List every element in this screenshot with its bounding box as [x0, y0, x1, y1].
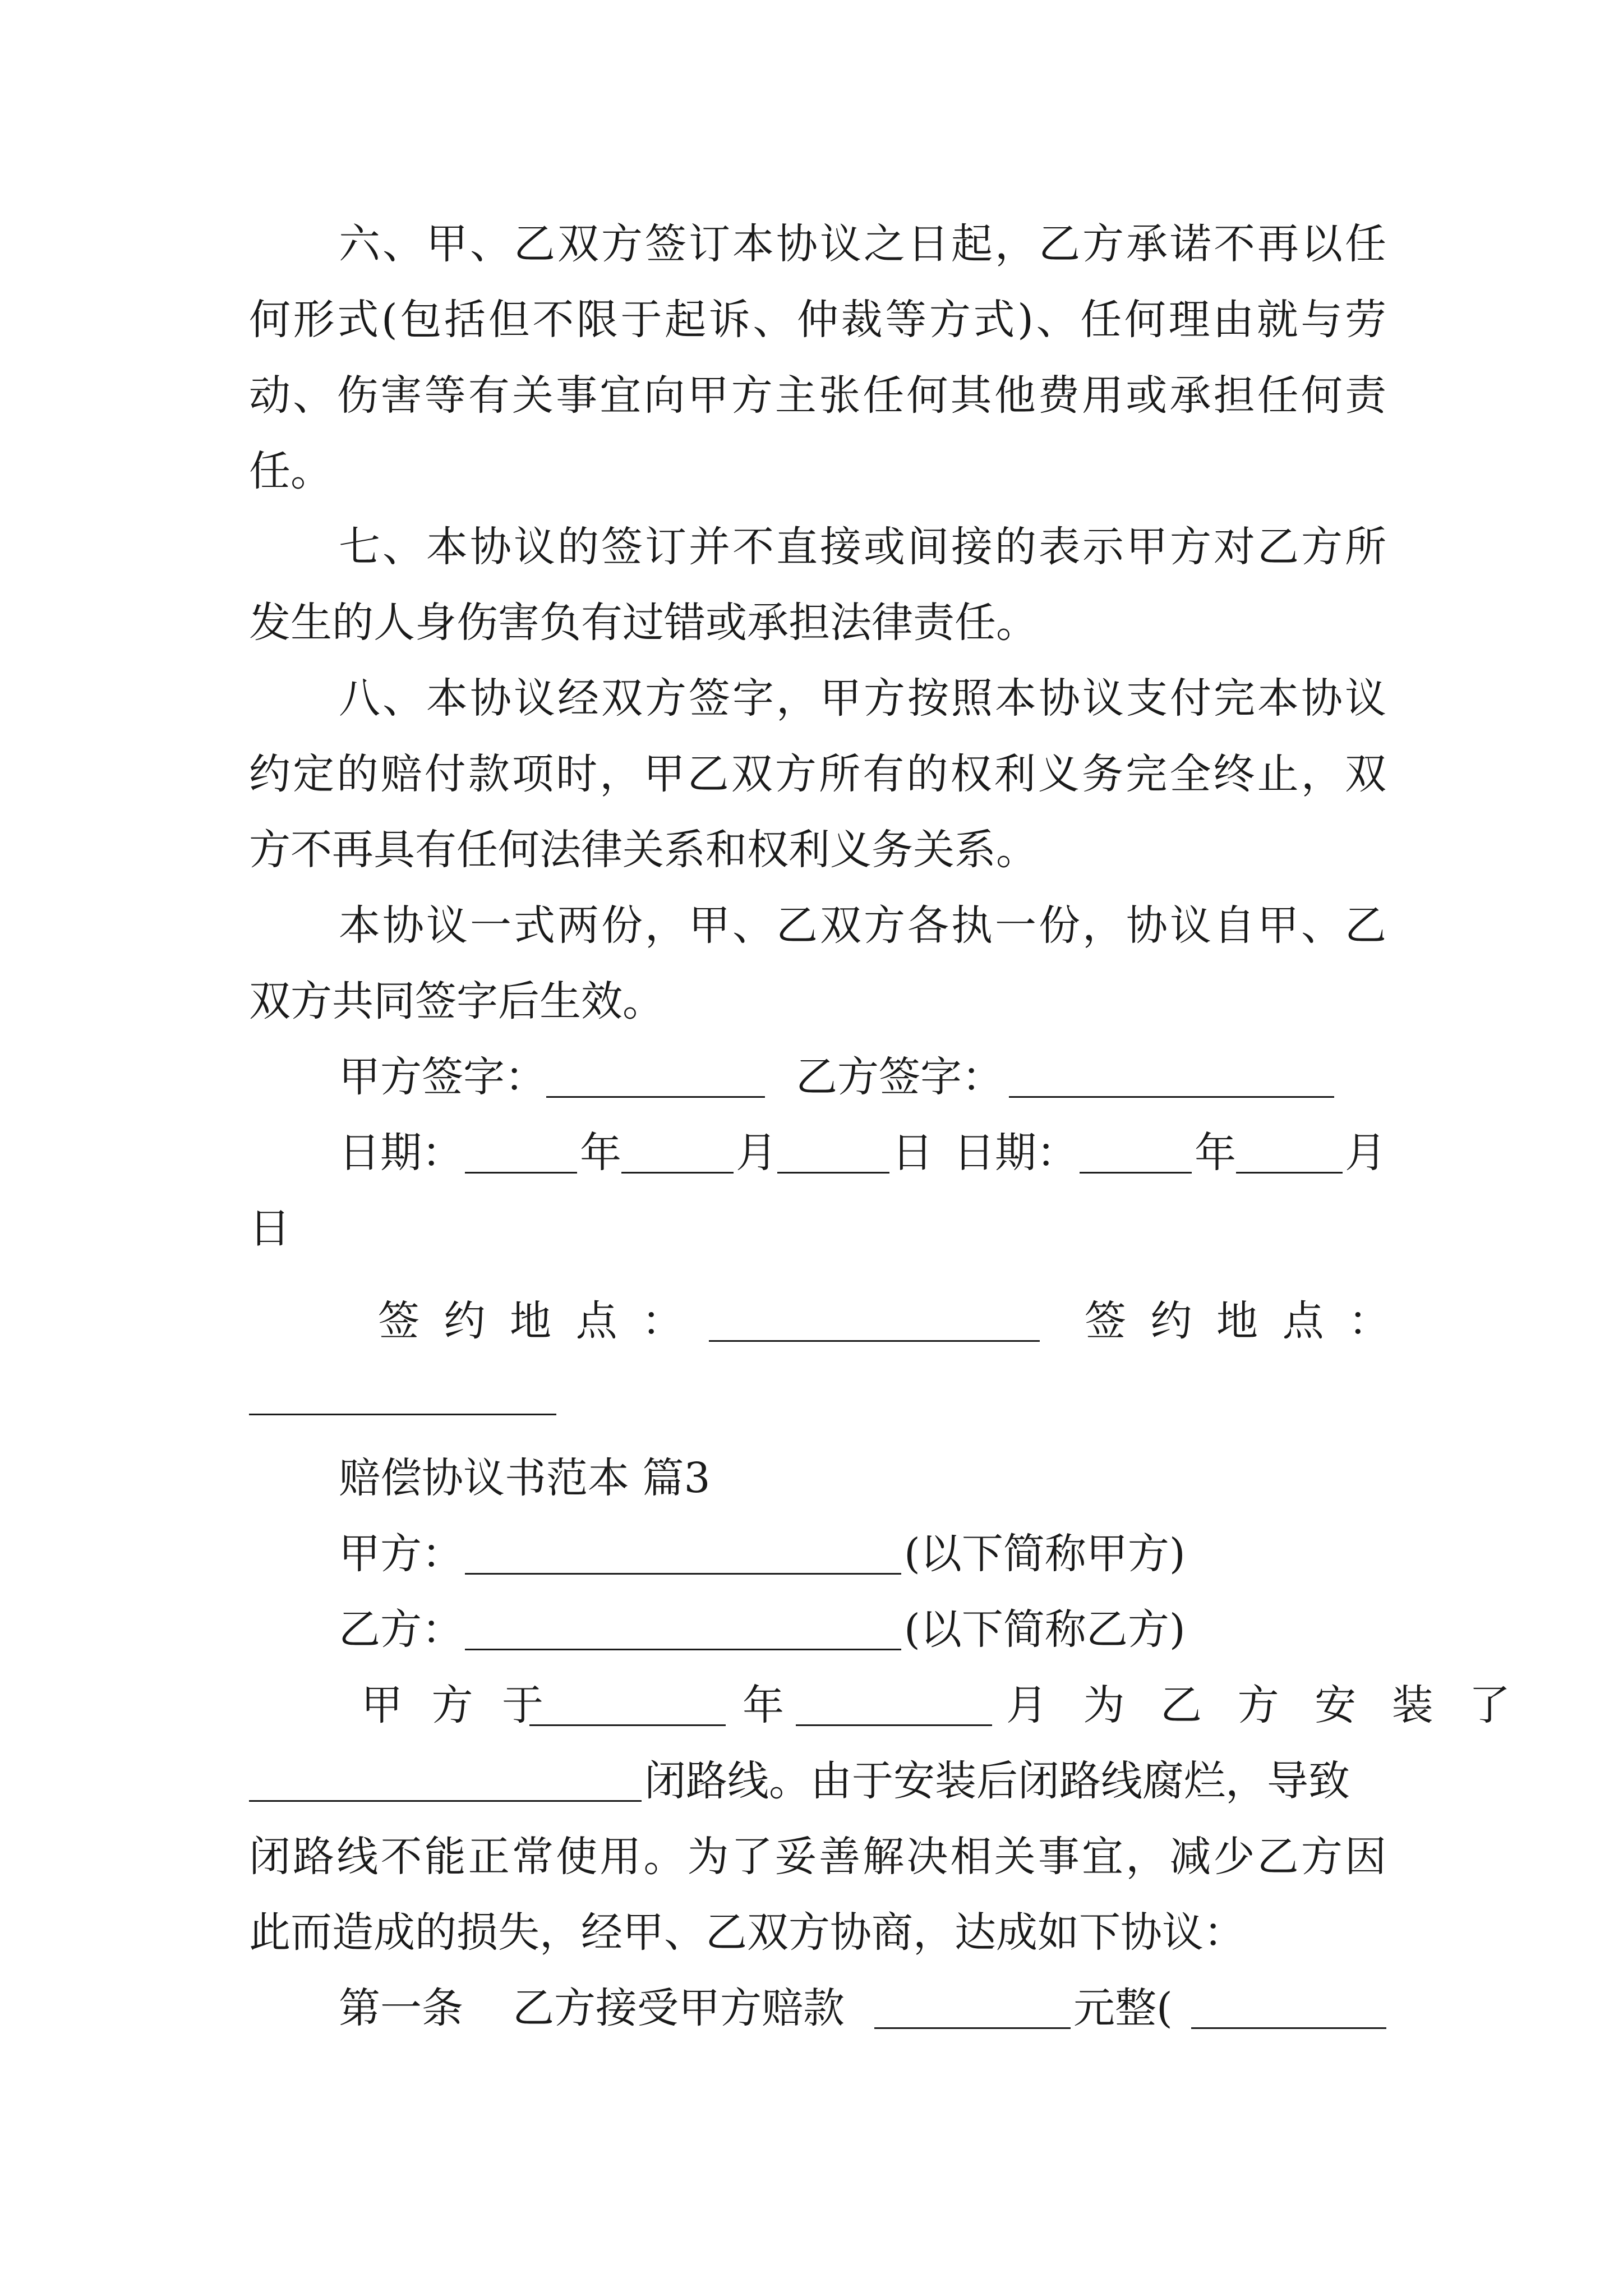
- section-3-paragraph-line-2: 闭路线不能正常使用。为了妥善解决相关事宜，减少乙方因: [249, 1833, 1386, 1881]
- party-a-name-blank[interactable]: [465, 1573, 901, 1575]
- article-1-unit: 元整(: [1073, 1984, 1173, 2032]
- installation-text-3: 闭路线。由于安装后闭路线腐烂，导致: [644, 1757, 1350, 1805]
- party-b-month-blank[interactable]: [1236, 1172, 1343, 1174]
- party-b-day-unit: 日: [249, 1204, 291, 1253]
- clause-6-line-2: 何形式(包括但不限于起诉、仲裁等方式)、任何理由就与劳: [249, 296, 1386, 344]
- installation-text-2: 月 为 乙 方 安 装 了: [1006, 1681, 1522, 1729]
- clause-6-line-3: 动、伤害等有关事宜向甲方主张任何其他费用或承担任何责: [249, 371, 1386, 420]
- party-a-label: 甲方：: [339, 1530, 463, 1578]
- party-b-place-label: 签 约 地 点 ：: [1085, 1297, 1396, 1345]
- party-b-signature-label: 乙方签字：: [796, 1053, 1003, 1101]
- signing-place-row: [249, 1287, 1396, 1355]
- installation-year-blank[interactable]: [529, 1724, 726, 1726]
- clause-7-line-1: 七、本协议的签订并不直接或间接的表示甲方对乙方所: [339, 523, 1386, 571]
- section-3-paragraph-line-3: 此而造成的损失，经甲、乙双方协商，达成如下协议：: [249, 1908, 1245, 1957]
- party-a-month-unit: 月: [736, 1129, 777, 1177]
- installation-year-unit: 年: [743, 1681, 784, 1729]
- article-1-row: [249, 1975, 1386, 2042]
- document-page: [249, 0, 1522, 2296]
- party-b-row: [249, 1596, 1386, 1663]
- party-a-date-label: 日期：: [339, 1129, 463, 1177]
- copies-line-1: 本协议一式两份，甲、乙双方各执一份，协议自甲、乙: [339, 901, 1386, 950]
- party-a-month-blank[interactable]: [621, 1172, 734, 1174]
- clause-8-line-3: 方不再具有任何法律关系和权利义务关系。: [249, 826, 1038, 874]
- party-b-place-blank[interactable]: [249, 1414, 556, 1415]
- party-a-day-unit: 日: [892, 1129, 933, 1177]
- party-a-year-unit: 年: [580, 1129, 621, 1177]
- party-b-label: 乙方：: [339, 1605, 463, 1654]
- installation-item-blank[interactable]: [249, 1800, 642, 1802]
- installation-row: [249, 1672, 1522, 1739]
- party-a-row: [249, 1520, 1386, 1588]
- party-b-name-blank[interactable]: [465, 1649, 901, 1650]
- article-1-amount-blank[interactable]: [874, 2027, 1071, 2029]
- clause-8-line-2: 约定的赔付款项时，甲乙双方所有的权利义务完全终止，双: [249, 750, 1386, 798]
- party-b-year-blank[interactable]: [1080, 1172, 1192, 1174]
- article-1-text: 乙方接受甲方赔款: [513, 1984, 845, 2032]
- installation-text-1: 甲 方 于: [361, 1681, 552, 1729]
- party-b-note: (以下简称乙方): [904, 1605, 1186, 1654]
- clause-6-line-1: 六、甲、乙双方签订本协议之日起，乙方承诺不再以任: [339, 220, 1386, 268]
- party-b-month-unit: 月: [1345, 1129, 1386, 1177]
- party-a-place-label: 签 约 地 点 ：: [378, 1297, 689, 1345]
- party-b-signature-blank[interactable]: [1009, 1096, 1334, 1098]
- party-b-year-unit: 年: [1195, 1129, 1236, 1177]
- clause-6-line-4: 任。: [249, 447, 332, 495]
- party-a-signature-label: 甲方签字：: [339, 1053, 546, 1101]
- installation-row-2: [249, 1747, 1386, 1815]
- party-a-signature-blank[interactable]: [546, 1096, 765, 1098]
- installation-month-blank[interactable]: [796, 1724, 992, 1726]
- party-b-date-label: 日期：: [953, 1129, 1078, 1177]
- signature-row: [249, 1043, 1386, 1111]
- article-1-amount-words-blank[interactable]: [1191, 2027, 1386, 2029]
- party-a-place-blank[interactable]: [709, 1340, 1040, 1342]
- party-a-day-blank[interactable]: [777, 1172, 889, 1174]
- party-a-year-blank[interactable]: [465, 1172, 577, 1174]
- date-row: [249, 1119, 1386, 1186]
- clause-8-line-1: 八、本协议经双方签字，甲方按照本协议支付完本协议: [339, 674, 1386, 723]
- clause-7-line-2: 发生的人身伤害负有过错或承担法律责任。: [249, 599, 1038, 647]
- copies-line-2: 双方共同签字后生效。: [249, 977, 664, 1025]
- section-3-heading: 赔偿协议书范本 篇3: [339, 1454, 711, 1502]
- article-1-label: 第一条: [339, 1984, 463, 2032]
- party-a-note: (以下简称甲方): [904, 1530, 1186, 1578]
